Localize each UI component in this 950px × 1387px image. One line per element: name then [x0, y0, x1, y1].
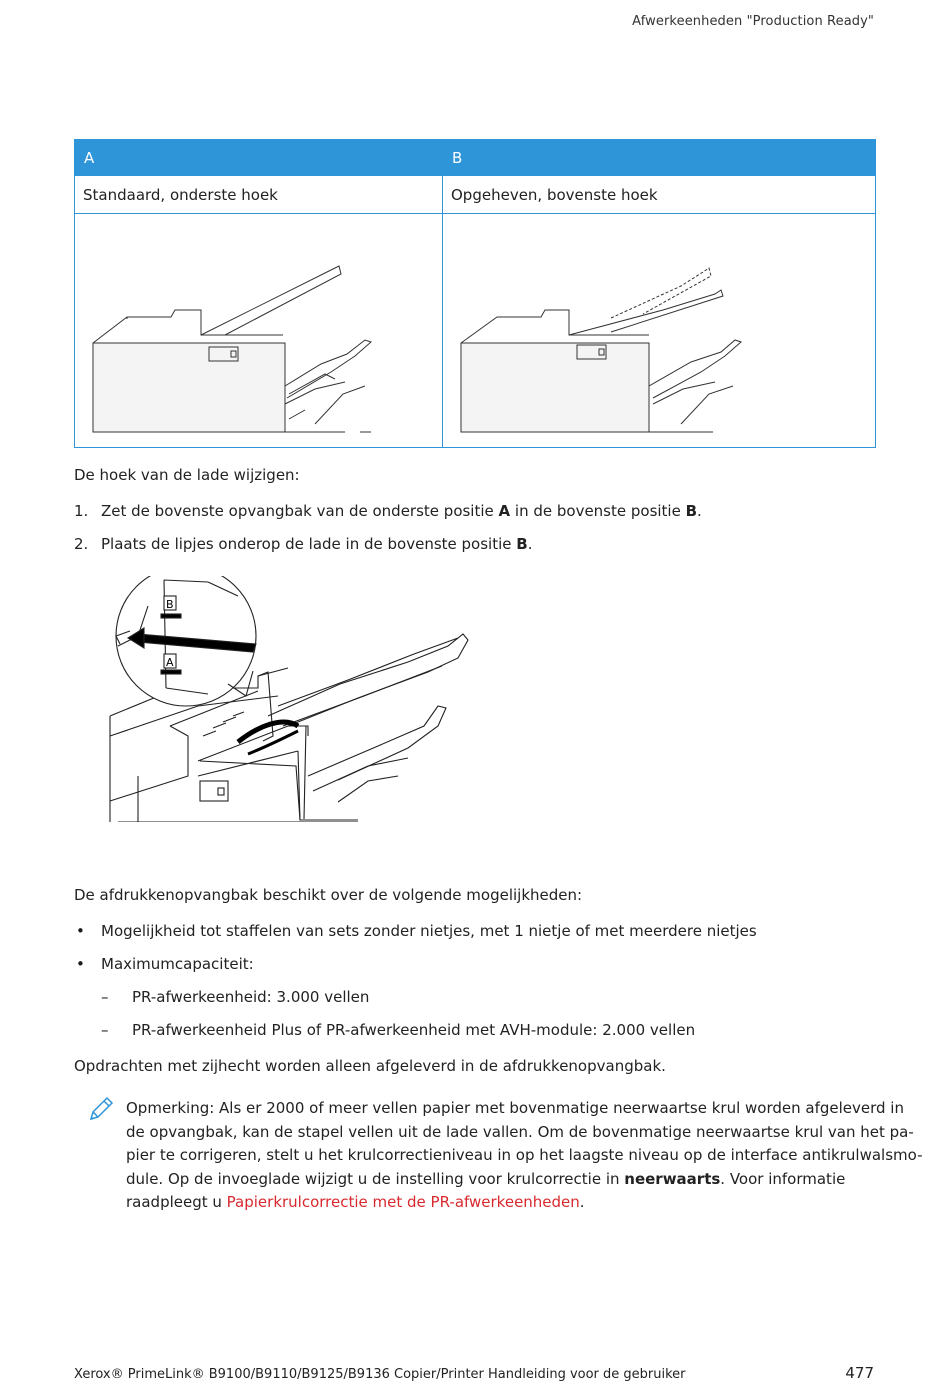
tab-placement-illustration [108, 576, 470, 822]
features-intro: De afdrukkenopvangbak beschikt over de volgende mogelijkheden: [74, 886, 583, 904]
running-header: Afwerkeenheden "Production Ready" [632, 14, 874, 29]
sub-bullet-pr: PR-afwerkeenheid: 3.000 vellen [132, 988, 370, 1006]
note-line: dule. Op de invoeglade wijzigt u de instelling voor krulcorrectie in neerwaarts. Voor informatie [126, 1169, 846, 1188]
page-number: 477 [845, 1364, 874, 1382]
position-a-ref: A [498, 502, 511, 520]
column-header-b: B [443, 140, 876, 176]
bullet-dot: • [76, 955, 85, 973]
intro-text: De hoek van de lade wijzigen: [74, 466, 300, 484]
bullet-dot: • [76, 922, 85, 940]
step-1-text: Zet de bovenste opvangbak van de onderste positie A in de bovenste positie B. [101, 502, 702, 520]
downward-setting: neerwaarts [624, 1169, 721, 1188]
note-line: pier te corrigeren, stelt u het krulcorrectieniveau in op het laagste niveau op de interface antikrulwalsmo- [126, 1146, 923, 1164]
note-line: raadpleegt u Papierkrulcorrectie met de PR-afwerkeenheden. [126, 1193, 585, 1211]
step-2-text: Plaats de lipjes onderop de lade in de bovenste positie B. [101, 535, 533, 553]
pencil-note-icon [87, 1095, 115, 1123]
step-1-number: 1. [74, 502, 89, 520]
curl-correction-link[interactable]: Papierkrulcorrectie met de PR-afwerkeenheden [226, 1193, 580, 1211]
illustration-standard-position [75, 214, 443, 448]
finisher-lower-tray-illustration [75, 214, 442, 447]
label-raised: Opgeheven, bovenste hoek [443, 176, 876, 214]
illustration-label-a: A [166, 656, 174, 669]
sub-bullet-pr-plus: PR-afwerkeenheid Plus of PR-afwerkeenheid met AVH-module: 2.000 vellen [132, 1021, 696, 1039]
sub-bullet-dash: – [101, 988, 109, 1006]
illustration-raised-position [443, 214, 876, 448]
tray-position-table [74, 139, 876, 448]
step-2-number: 2. [74, 535, 89, 553]
note-block [126, 1097, 923, 1215]
position-b-ref: B [516, 535, 528, 553]
note-line: Opmerking: Als er 2000 of meer vellen papier met bovenmatige neerwaartse krul worden afgeleverd in [126, 1099, 904, 1117]
bullet-capacity: Maximumcapaciteit: [101, 955, 254, 973]
finisher-upper-tray-illustration [443, 214, 875, 447]
sub-bullet-dash: – [101, 1021, 109, 1039]
illustration-label-b: B [166, 598, 174, 611]
footer-product-name: Xerox® PrimeLink® B9100/B9110/B9125/B9136 Copier/Printer Handleiding voor de gebruiker [74, 1367, 686, 1382]
position-b-ref: B [685, 502, 698, 520]
note-line: de opvangbak, kan de stapel vellen uit de lade vallen. Om de bovenmatige neerwaartse krul van het pa- [126, 1122, 914, 1141]
column-header-a: A [75, 140, 443, 176]
stitch-note: Opdrachten met zijhecht worden alleen afgeleverd in de afdrukkenopvangbak. [74, 1057, 666, 1075]
label-standard: Standaard, onderste hoek [75, 176, 443, 214]
bullet-stacking: Mogelijkheid tot staffelen van sets zonder nietjes, met 1 nietje of met meerdere nietjes [101, 922, 757, 940]
